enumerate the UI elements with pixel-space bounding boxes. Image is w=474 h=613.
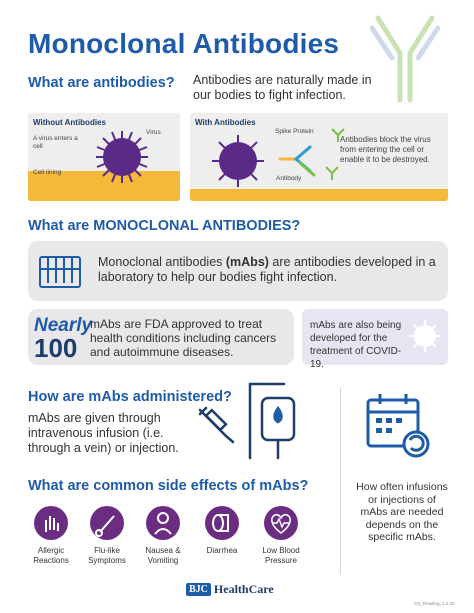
small-antibody-icon	[330, 127, 346, 143]
mabs-definition-post: are antibodies developed in a laboratory to help our bodies fight infection.	[98, 255, 436, 284]
coronavirus-icon	[408, 319, 442, 353]
section-heading-monoclonal: What are MONOCLONAL ANTIBODIES?	[28, 218, 301, 234]
section-heading-antibodies: What are antibodies?	[28, 75, 175, 91]
panel-without-label: Without Antibodies	[33, 118, 106, 127]
bjc-logo-mark: BJC	[186, 583, 211, 596]
syringe-icon	[196, 404, 236, 444]
nearly-label: Nearly	[34, 315, 93, 336]
footer-code: CS_Reading_1.1.20	[414, 601, 455, 606]
person-nausea-icon	[146, 506, 180, 540]
section-heading-administered: How are mAbs administered?	[28, 389, 232, 405]
cell-lining-with	[190, 189, 448, 201]
diarrhea-label: Diarrhea	[206, 546, 238, 555]
administered-text: mAbs are given through intravenous infusion (i.e. through a vein) or injection.	[28, 411, 179, 455]
flu-like-symptoms-label: Flu-like Symptoms	[88, 546, 126, 565]
fda-approved-text: mAbs are FDA approved to treat health conditions including cancers and autoimmune diseases.	[90, 317, 277, 359]
covid-box	[302, 309, 448, 370]
low-blood-pressure-label: Low Blood Pressure	[262, 546, 300, 565]
panel-with-label: With Antibodies	[195, 118, 256, 127]
antibodies-description: Antibodies are naturally made in our bodies to fight infection.	[193, 73, 372, 102]
small-antibody-icon-2	[324, 165, 340, 181]
virus-icon	[94, 129, 150, 185]
number-100: 100	[34, 333, 78, 363]
hand-icon	[34, 506, 68, 540]
mabs-definition-bold: (mAbs)	[225, 255, 269, 269]
bjc-logo	[186, 582, 274, 597]
heartbeat-icon	[264, 506, 298, 540]
page-title: Monoclonal Antibodies	[28, 28, 340, 59]
mabs-definition-text	[98, 255, 438, 285]
mabs-definition-pre: Monoclonal antibodies	[98, 255, 226, 269]
antibody-label: Antibody	[276, 175, 302, 182]
laboratory-icon	[38, 253, 82, 291]
cell-lining-label: Cell lining	[33, 169, 62, 176]
calendar-icon	[364, 390, 434, 460]
vertical-divider	[340, 388, 341, 574]
nausea-vomiting-label: Nausea & Vomiting	[145, 546, 181, 565]
panel-with-antibodies	[190, 113, 448, 201]
antibodies-block-text: Antibodies block the virus from entering the cell or enable it to be destroyed.	[340, 135, 431, 164]
section-heading-side-effects: What are common side effects of mAbs?	[28, 478, 309, 494]
toilet-paper-icon	[205, 506, 239, 540]
allergic-reactions-label: Allergic Reactions	[33, 546, 69, 565]
frequency-note: How often infusions or injections of mAbs are needed depends on the specific mAbs.	[356, 481, 448, 543]
virus-icon-with	[210, 133, 266, 189]
fda-approved-box	[28, 309, 294, 365]
thermometer-icon	[90, 506, 124, 540]
iv-bag-icon	[244, 382, 306, 462]
virus-label: Virus	[146, 129, 161, 136]
mabs-definition-box	[28, 241, 448, 301]
antibody-icon	[274, 141, 318, 177]
spike-protein-label: Spike Protein	[275, 128, 314, 135]
virus-enters-label: A virus enters a cell	[33, 135, 78, 150]
covid-text: mAbs are also being developed for the treatment of COVID-19.	[310, 320, 402, 370]
bjc-logo-text: HealthCare	[213, 582, 274, 596]
panel-without-antibodies	[28, 113, 180, 201]
